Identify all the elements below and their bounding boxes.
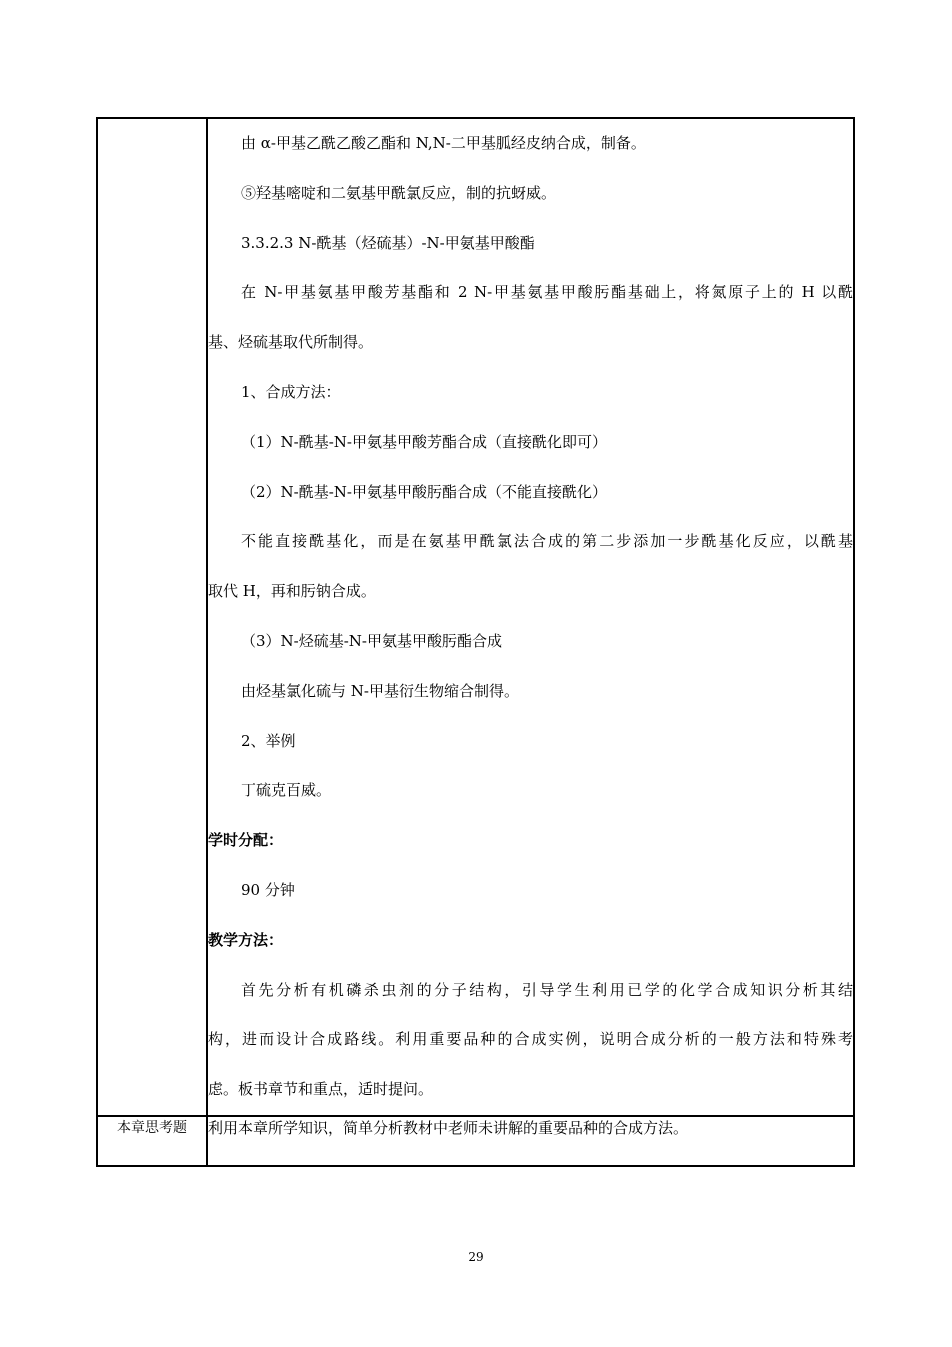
text-line: 由烃基氯化硫与 N-甲基衍生物缩合制得。 (241, 681, 519, 700)
class-hours-value: 90 分钟 (241, 880, 295, 899)
class-hours-heading: 学时分配： (208, 831, 284, 850)
section-heading: 3.3.2.3 N-酰基（烃硫基）-N-甲氨基甲酸酯 (241, 233, 535, 252)
text-line: （1）N-酰基-N-甲氨基甲酸芳酯合成（直接酰化即可） (241, 432, 608, 451)
text-line: 构，进而设计合成路线。利用重要品种的合成实例，说明合成分析的一般方法和特殊考 (208, 1030, 853, 1049)
text-line: 1、合成方法： (241, 382, 341, 401)
content-cell (207, 118, 854, 1116)
thinking-questions-text: 利用本章所学知识，简单分析教材中老师未讲解的重要品种的合成方法。 (207, 1116, 854, 1166)
text-line: 不能直接酰基化，而是在氨基甲酰氯法合成的第二步添加一步酰基化反应，以酰基 (241, 532, 853, 551)
text-line: 丁硫克百威。 (241, 781, 332, 800)
text-line: 虑。板书章节和重点，适时提问。 (208, 1080, 434, 1099)
left-label-cell (97, 118, 207, 1116)
text-line: 基、烃硫基取代所制得。 (208, 333, 374, 352)
text-line: 取代 H，再和肟钠合成。 (208, 582, 376, 601)
text-line: （2）N-酰基-N-甲氨基甲酸肟酯合成（不能直接酰化） (241, 482, 608, 501)
text-line: 首先分析有机磷杀虫剂的分子结构，引导学生利用已学的化学合成知识分析其结 (241, 980, 853, 999)
teaching-method-heading: 教学方法： (208, 930, 284, 949)
text-line: 2、举例 (241, 731, 296, 750)
text-line: 由 α-甲基乙酰乙酸乙酯和 N,N-二甲基胍经皮纳合成，制备。 (241, 134, 646, 152)
text-line: 在 N-甲基氨基甲酸芳基酯和 2 N-甲基氨基甲酸肟酯基础上，将氮原子上的 H 以酰 (241, 283, 853, 302)
lesson-table (96, 117, 855, 1167)
thinking-questions-row (97, 1116, 854, 1166)
page-number: 29 (468, 1250, 484, 1264)
text-line: ⑤羟基嘧啶和二氨基甲酰氯反应，制的抗蚜威。 (241, 183, 557, 202)
content-row (97, 118, 854, 1116)
text-line: （3）N-烃硫基-N-甲氨基甲酸肟酯合成 (241, 631, 503, 650)
thinking-questions-label: 本章思考题 (97, 1116, 207, 1166)
